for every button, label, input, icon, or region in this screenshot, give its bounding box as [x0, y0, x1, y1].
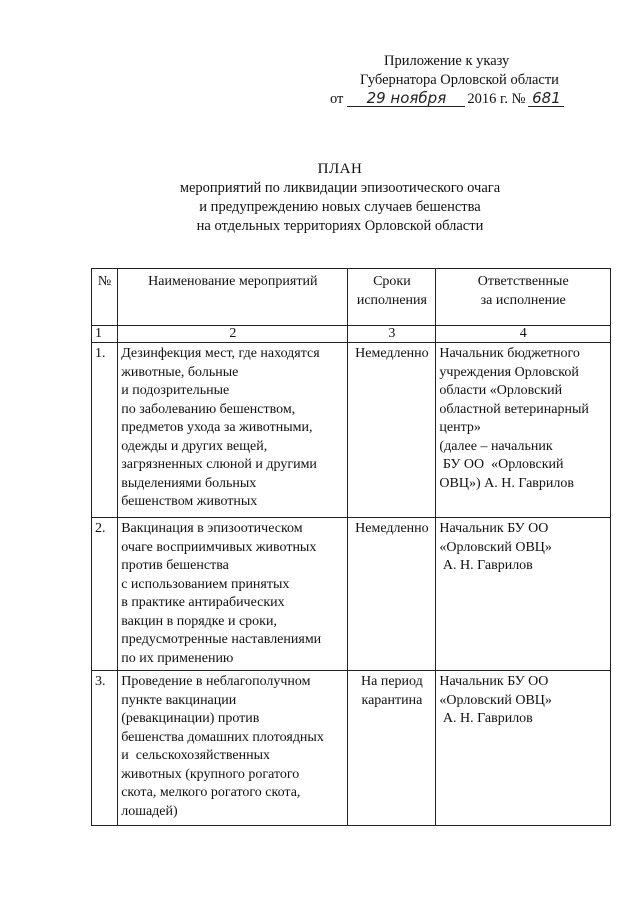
row-name-line: животные, больные: [121, 364, 239, 380]
measures-table: [91, 268, 611, 826]
row-deadline-line: карантина: [361, 692, 423, 708]
row-name-line: предусмотренные наставлениями: [121, 632, 322, 647]
row-name-cell: [118, 671, 348, 826]
row-name-line: лошадей): [121, 803, 178, 819]
column-number: 2: [118, 326, 348, 343]
row-responsible-line: БУ ОО «Орловский: [439, 457, 564, 472]
annex-line-1: Приложение к указу: [384, 53, 510, 69]
row-responsible-line: Начальник БУ ОО: [439, 521, 549, 536]
row-name-line: Проведение в неблагополучном: [121, 674, 311, 689]
table-row: [92, 671, 611, 826]
row-responsible-line: А. Н. Гаврилов: [439, 711, 533, 726]
row-name-line: скота, мелкого рогатого скота,: [121, 785, 301, 800]
row-deadline-cell: [348, 518, 436, 671]
row-name-line: бешенства домашних плотоядных: [121, 729, 324, 745]
header-responsible: [436, 269, 611, 326]
row-name-line: и сельскохозяйственных: [121, 748, 271, 763]
table-row: [92, 343, 611, 518]
row-deadline-line: На период: [361, 674, 423, 689]
row-responsible-cell: [436, 518, 611, 671]
row-name-line: бешенством животных: [121, 494, 258, 509]
row-responsible-cell: [436, 671, 611, 826]
row-name-line: выделениями больных: [121, 475, 257, 491]
row-name-line: с использованием принятых: [121, 576, 290, 592]
header-responsible-line: за исполнение: [480, 292, 566, 308]
row-deadline-line: Немедленно: [355, 521, 429, 536]
row-responsible-cell: [436, 343, 611, 518]
row-name-line: загрязненных слюной и другими: [121, 457, 317, 472]
annex-header: [330, 52, 590, 109]
row-responsible-line: центр»: [439, 420, 481, 435]
annex-date-line: [330, 90, 590, 109]
row-responsible-line: ОВЦ») А. Н. Гаврилов: [439, 475, 575, 491]
header-responsible-line: Ответственные: [477, 274, 569, 289]
row-deadline-line: Немедленно: [355, 346, 429, 361]
row-name-cell: [118, 343, 348, 518]
row-name-line: по их применению: [121, 650, 234, 666]
column-number-row: [92, 326, 611, 343]
row-name-line: по заболеванию бешенством,: [121, 401, 296, 417]
row-deadline-cell: [348, 343, 436, 518]
column-number: 1: [92, 326, 118, 343]
row-responsible-line: Начальник бюджетного: [439, 346, 580, 361]
row-name-line: против бешенства: [121, 558, 229, 573]
header-name: Наименование мероприятий: [118, 269, 348, 326]
document-title: [140, 160, 540, 236]
annex-line-2: Губернатора Орловской области: [360, 72, 559, 88]
row-name-line: вакцин в порядке и сроки,: [121, 613, 277, 629]
row-name-line: предметов ухода за животными,: [121, 420, 313, 435]
handwritten-number: 681: [528, 90, 564, 107]
row-name-line: очаге восприимчивых животных: [121, 539, 317, 555]
row-number: 2.: [92, 518, 118, 671]
row-name-line: животных (крупного рогатого: [121, 766, 300, 782]
row-name-line: пункте вакцинации: [121, 692, 237, 708]
header-deadline: [348, 269, 436, 326]
row-name-line: одежды и других вещей,: [121, 438, 268, 454]
title-line-2: и предупреждению новых случаев бешенства: [199, 199, 481, 215]
row-deadline-cell: [348, 671, 436, 826]
header-deadline-line: Сроки: [373, 274, 411, 289]
header-num: №: [92, 269, 118, 326]
row-responsible-line: Начальник БУ ОО: [439, 674, 549, 689]
row-name-line: (ревакцинации) против: [121, 711, 260, 726]
row-name-line: Дезинфекция мест, где находятся: [121, 346, 320, 361]
handwritten-date: 29 ноября: [347, 90, 465, 107]
row-name-line: в практике антирабических: [121, 595, 285, 610]
row-responsible-line: (далее – начальник: [439, 438, 553, 454]
title-heading: ПЛАН: [317, 161, 363, 177]
table-row: [92, 518, 611, 671]
title-line-3: на отдельных территориях Орловской области: [196, 218, 484, 234]
row-responsible-line: областной ветеринарный: [439, 401, 589, 417]
title-line-1: мероприятий по ликвидации эпизоотического очага: [179, 180, 501, 196]
row-name-cell: [118, 518, 348, 671]
row-responsible-line: А. Н. Гаврилов: [439, 558, 533, 573]
row-name-line: и подозрительные: [121, 383, 230, 398]
row-responsible-line: области «Орловский: [439, 383, 563, 398]
row-responsible-line: учреждения Орловской: [439, 364, 579, 380]
row-number: 3.: [92, 671, 118, 826]
year-text: 2016 г. №: [467, 91, 526, 107]
row-name-line: Вакцинация в эпизоотическом: [121, 521, 303, 536]
row-responsible-line: «Орловский ОВЦ»: [439, 692, 552, 708]
date-prefix: от: [330, 91, 344, 107]
column-number: 3: [348, 326, 436, 343]
column-number: 4: [436, 326, 611, 343]
row-number: 1.: [92, 343, 118, 518]
table-header-row: [92, 269, 611, 326]
row-responsible-line: «Орловский ОВЦ»: [439, 539, 552, 555]
header-deadline-line: исполнения: [356, 292, 427, 308]
